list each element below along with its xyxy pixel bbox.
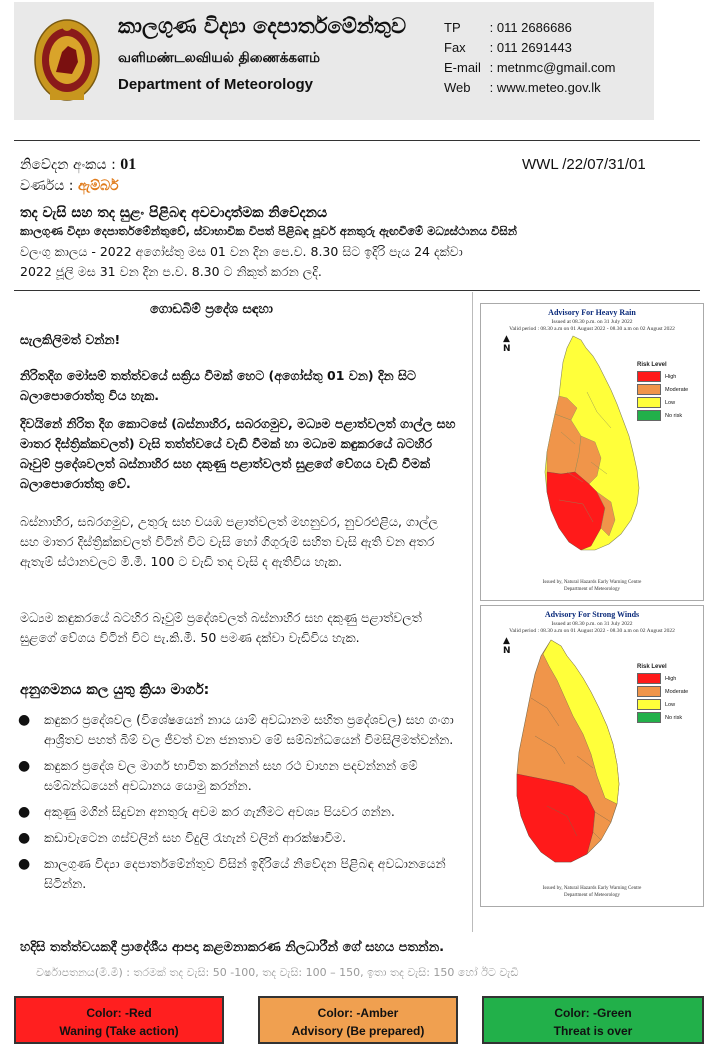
contact-row-phone [444,20,616,40]
alert-color-value: ඇම්බර් [77,178,119,194]
legend-swatch [637,371,661,382]
list-item [14,710,460,750]
legend-title: Risk Level [637,362,667,368]
map-title: Advisory For Strong Winds [544,610,640,619]
rainfall-scale: වර්ෂාපතනය(මි.මී) : තරමක් තද වැසි: 50 -100, තද වැසි: 100 – 150, ඉතා තද වැසි: 150 හෝ ඊට වැඩි [36,966,519,979]
action-text: අකුණු මගින් සිදුවන අනතුරු අවම කර ගැනීමට අවශ්‍ය පියවර ගන්න. [44,804,395,819]
reference-code: WWL /22/07/31/01 [522,156,646,173]
map-issued: Issued at 08.30 p.m. on 31 July 2022 [551,621,633,627]
alert-color-label: වර්ණය : [20,178,74,194]
contact-details [444,20,616,100]
legend-item-high [637,371,688,382]
legend-swatch [637,384,661,395]
notice-number [20,156,136,174]
legend-item-high [637,673,688,684]
color-key-meaning: Advisory (Be prepared) [291,1024,425,1038]
issuer-line: කාලගුණ විද්‍යා දෙපාර්තමේන්තුවේ, ස්වාභාවික විපත් පිළිබඳ පූර්ව අනතුරු ඇඟවීමේ මධ්‍යස්ථානය විසින් [20,224,517,238]
legend-label: High [665,373,677,380]
map-valid-period: Valid period : 08.30 a.m on 01 August 2022 - 08.30 a.m on 02 August 2022 [509,628,675,634]
legend-item-moderate [637,384,688,395]
contact-row-email [444,60,616,80]
map-issuer: Issued by, Natural Hazards Early Warning Centre [542,580,642,585]
legend-swatch [637,699,661,710]
legend-title: Risk Level [637,664,667,670]
caution-alert: සැලකිලිමත් වන්න! [20,332,121,347]
color-key-meaning: Waning (Take action) [59,1024,179,1038]
map-issued: Issued at 08.30 p.m. on 31 July 2022 [551,319,633,325]
legend-item-low [637,397,688,408]
divider [14,290,700,291]
department-name-sinhala: කාලගුණ විද්‍යා දෙපාර්තමේන්තුව [118,14,407,38]
issued-line: 2022 ජූලි මස 31 වන දින ප.ව. 8.30 ට නිකුත් කරන ලදි. [20,264,322,279]
map-title: Advisory For Heavy Rain [548,308,636,317]
legend-item-moderate [637,686,688,697]
color-key-amber [258,996,458,1044]
contact-label: Fax [444,40,466,55]
legend-swatch [637,410,661,421]
action-text: කාලගුණ විද්‍යා දෙපාර්තමේන්තුව විසින් ඉදිරියේ නිවේදන පිළිබඳ අවධානයෙන් සිටින්න. [44,856,446,891]
north-arrow-icon: ▲ N [503,636,511,656]
column-divider [472,292,473,932]
contact-label: Web [444,80,471,95]
list-item [14,854,460,894]
contact-label: E-mail [444,60,481,75]
sri-lanka-wind-map-icon [507,636,637,882]
department-name-english: Department of Meteorology [118,76,314,93]
paragraph-wind: මධ්‍යම කඳුකරයේ බටහිර බෑවුම් ප්‍රදේශවලත් බස්නාහිර සහ දකුණු පළාත්වලත් සුළගේ වේගය විටින් විට පැ.කි.මී. 50 පමණ දක්වා වැඩිවිය හැක. [20,610,422,645]
bullet-icon: ● [18,830,31,846]
sri-lanka-emblem-icon [32,12,102,104]
map-valid-period: Valid period : 08.30 a.m on 01 August 2022 - 08.30 a.m on 02 August 2022 [509,326,675,332]
color-key-red [14,996,224,1044]
legend-swatch [637,673,661,684]
heavy-rain-map [480,303,704,601]
legend-item-low [637,699,688,710]
contact-value: : 011 2691443 [489,40,572,55]
color-key-meaning: Threat is over [553,1024,633,1038]
paragraph-southwest: දිවයිනේ නිරිත දිග කොටසේ (බස්නාහිර, සබරගමුව, මධ්‍යම පළාත්වලත් ගාල්ල සහ මාතර දිස්ත්‍රික්කවලත්) වැසි තත්ත්වයේ වැඩි වීමක් හා මධ්‍යම කඳුකරයේ බටහිර බෑවුම් ප්‍රදේශවලත් බස්නාහිර සහ දකුණු පළාත්වලත් සුළගේ වේගය වැඩි වීමක් බලාපොරොත්තු වේ. [20,416,456,491]
bullet-icon: ● [18,856,31,872]
list-item [14,828,460,848]
section-heading: ගොඩබිම් ප්‍රදේශ සඳහා [150,302,273,317]
color-key-green [482,996,704,1044]
contact-row-web [444,80,616,100]
legend-swatch [637,397,661,408]
notice-number-label: නිවේදන අංකය : [20,157,116,173]
map-issuer: Issued by, Natural Hazards Early Warning Centre [542,886,642,891]
department-name-tamil: வளிமண்டலவியல் திணைக்களம் [118,50,321,66]
north-label: N [503,646,511,656]
actions-list [14,710,460,900]
bullet-icon: ● [18,804,31,820]
sri-lanka-rain-map-icon [531,332,651,572]
paragraph-monsoon: නිරිතදිග මෝසම් තත්ත්වයේ සක්‍රිය වීමක් හෙට (අගෝස්තු 01 වන) දින සිට බලාපොරොත්තු විය හැක. [20,368,417,403]
legend-label: High [665,675,677,682]
bullet-icon: ● [18,712,31,728]
bullet-icon: ● [18,758,31,774]
legend-swatch [637,686,661,697]
divider [14,140,700,141]
legend-item-no-risk [637,410,688,421]
color-key-title: Color: -Amber [317,1006,399,1020]
wind-risk-legend [637,664,688,725]
legend-label: Moderate [665,688,689,695]
north-arrow-icon: ▲ N [503,334,511,354]
validity-line: වලංගු කාලය - 2022 අගෝස්තු මස 01 වන දින පෙ.ව. 8.30 සිට ඉදිරි පැය 24 දක්වා [20,244,463,259]
list-item [14,756,460,796]
legend-swatch [637,712,661,723]
north-label: N [503,344,511,354]
contact-label: TP [444,20,461,35]
paragraph-rainfall: බස්නාහිර, සබරගමුව, උතුරු සහ වයඹ පළාත්වලත් මහනුවර, නුවරඑළිය, ගාල්ල සහ මාතර දිස්ත්‍රික්කවලත් විටින් විට වැසි හෝ ගිගුරුම් සහිත වැසි ඇති වන අතර ඇතැම් ස්ථානවලට මි.මී. 100 ට වැඩි තද වැසි ද ඇතිවිය හැක. [20,514,439,569]
color-key-title: Color: -Green [554,1006,632,1020]
legend-item-no-risk [637,712,688,723]
actions-heading: අනුගමනය කල යුතු ක්‍රියා මාර්ග: [20,682,210,698]
action-text: කඳුකර ප්‍රදේශවල (විශේෂයෙන් නාය යාම් අවධානම සහිත ප්‍රදේශවල) සහ ගංගා ආශ්‍රිතව පහත් බිම් වල ජීවත් වන ජනතාව මේ සම්බන්ධයෙන් විමසිලිමත්වන්න. [44,712,454,747]
action-text: කඩාවැටෙන ගස්වලින් සහ විදුලි රැහැන් වලින් ආරක්ෂාවීම. [44,830,347,845]
list-item [14,802,460,822]
legend-label: Moderate [665,386,689,393]
action-text: කඳුකර ප්‍රදේශ වල මාර්ග භාවිත කරන්නන් සහ රථ වාහන පදවන්නන් මේ සම්බන්ධයෙන් අවධානය යොමු කරන්න. [44,758,418,793]
contact-value: : metnmc@gmail.com [489,60,616,75]
contact-value: : www.meteo.gov.lk [489,80,601,95]
legend-label: Low [665,701,676,708]
legend-label: No risk [665,714,683,721]
assistance-note: හදිසි තත්ත්වයකදී ප්‍රාදේශීය ආපදා කළමනාකරණ නිලධාරීන් ගේ සහය පතන්න. [20,940,445,955]
notice-title: තද වැසි සහ තද සුළං පිළිබඳ අවවාදාත්මක නිවේදනය [20,205,328,221]
color-key-title: Color: -Red [86,1006,152,1020]
alert-color [20,178,119,194]
legend-label: No risk [665,412,683,419]
legend-label: Low [665,399,676,406]
rain-risk-legend [637,362,688,423]
strong-winds-map [480,605,704,907]
map-issuer-dept: Department of Meteorology [563,893,621,898]
contact-value: : 011 2686686 [489,20,572,35]
notice-number-value: 01 [120,156,137,173]
notice-title-block [20,205,700,280]
contact-row-fax [444,40,616,60]
map-issuer-dept: Department of Meteorology [563,587,621,592]
